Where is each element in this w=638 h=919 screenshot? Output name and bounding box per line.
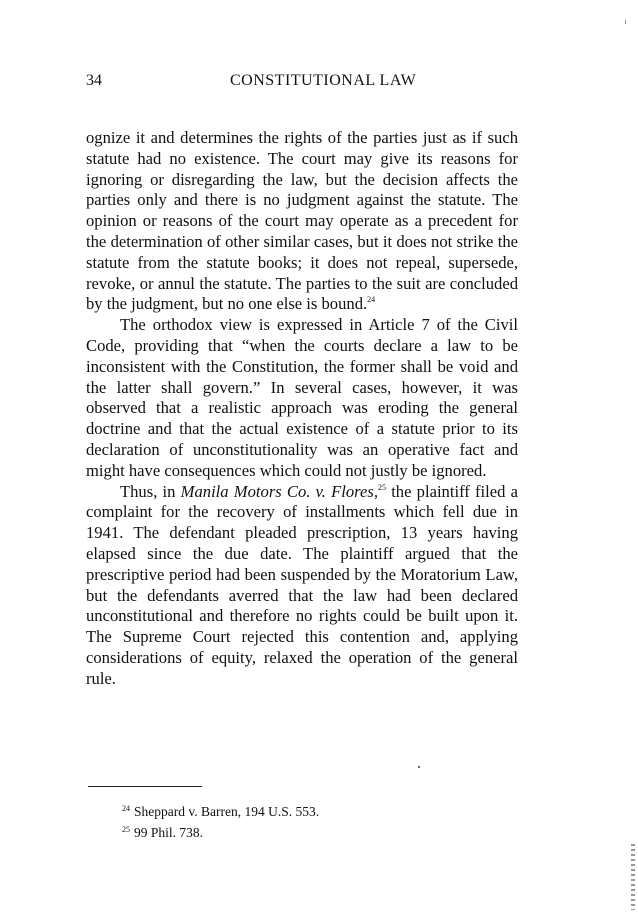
paragraph-manila-motors [86, 482, 518, 690]
footnotes [122, 800, 502, 841]
footnote-divider [88, 786, 202, 787]
scan-edge-mark [625, 20, 626, 24]
paragraph-text: The orthodox view is expressed in Article 7 of the Civil Code, providing that “when the courts declare a law to be inconsistent with the Constitution, the former shall be void and the latter shall govern.” In several cases, however, it was observed that a realistic approach was eroding the general doctrine and that the actual existence of a statute prior to its declaration of unconstitutionality was an operative fact and might have consequences which could not justly be ignored. [86, 315, 518, 480]
print-speck [418, 766, 420, 768]
footnote-marker: 25 [122, 824, 130, 834]
body-text [86, 128, 518, 690]
footnote-text: 99 Phil. 738. [134, 824, 204, 840]
running-title: CONSTITUTIONAL LAW [230, 72, 417, 89]
footnote [122, 800, 502, 821]
paragraph-continued [86, 128, 518, 315]
running-head [86, 72, 526, 96]
paragraph-text-lead: Thus, in [120, 481, 181, 501]
paragraph-text: the plaintiff filed a complaint for the recovery of installments which fell due in 1941. The defendant pleaded prescription, 13 years having elapsed since the due date. The plaintiff argued that the prescriptive period had been suspended by the Moratorium Law, but the defendants averred that the law had been declared unconstitutional and therefore no rights could be built upon it. The Supreme Court rejected this contention and, applying considerations of equity, relaxed the operation of the general rule. [86, 481, 519, 688]
paragraph-text: ognize it and determines the rights of the parties just as if such statute had no existence. The court may give its reasons for ignoring or disregarding the law, but the decision affects the parties only and there is no judgment against the statute. The opinion or reasons of the court may operate as a precedent for the determination of other similar cases, but it does not strike the statute from the statute books; it does not repeal, supersede, revoke, or annul the statute. The parties to the suit are concluded by the judgment, but no one else is bound. [86, 128, 518, 314]
scan-edge-mark [631, 844, 635, 910]
page-number: 34 [86, 72, 102, 89]
case-name: Manila Motors Co. v. Flores, [180, 481, 378, 501]
footnote-reference: 25 [378, 482, 386, 492]
footnote-reference: 24 [367, 295, 376, 305]
footnote-marker: 24 [122, 804, 130, 813]
footnote-text: Sheppard v. Barren, 194 U.S. 553. [134, 804, 320, 819]
paragraph-orthodox-view [86, 315, 518, 481]
footnote [122, 821, 502, 842]
